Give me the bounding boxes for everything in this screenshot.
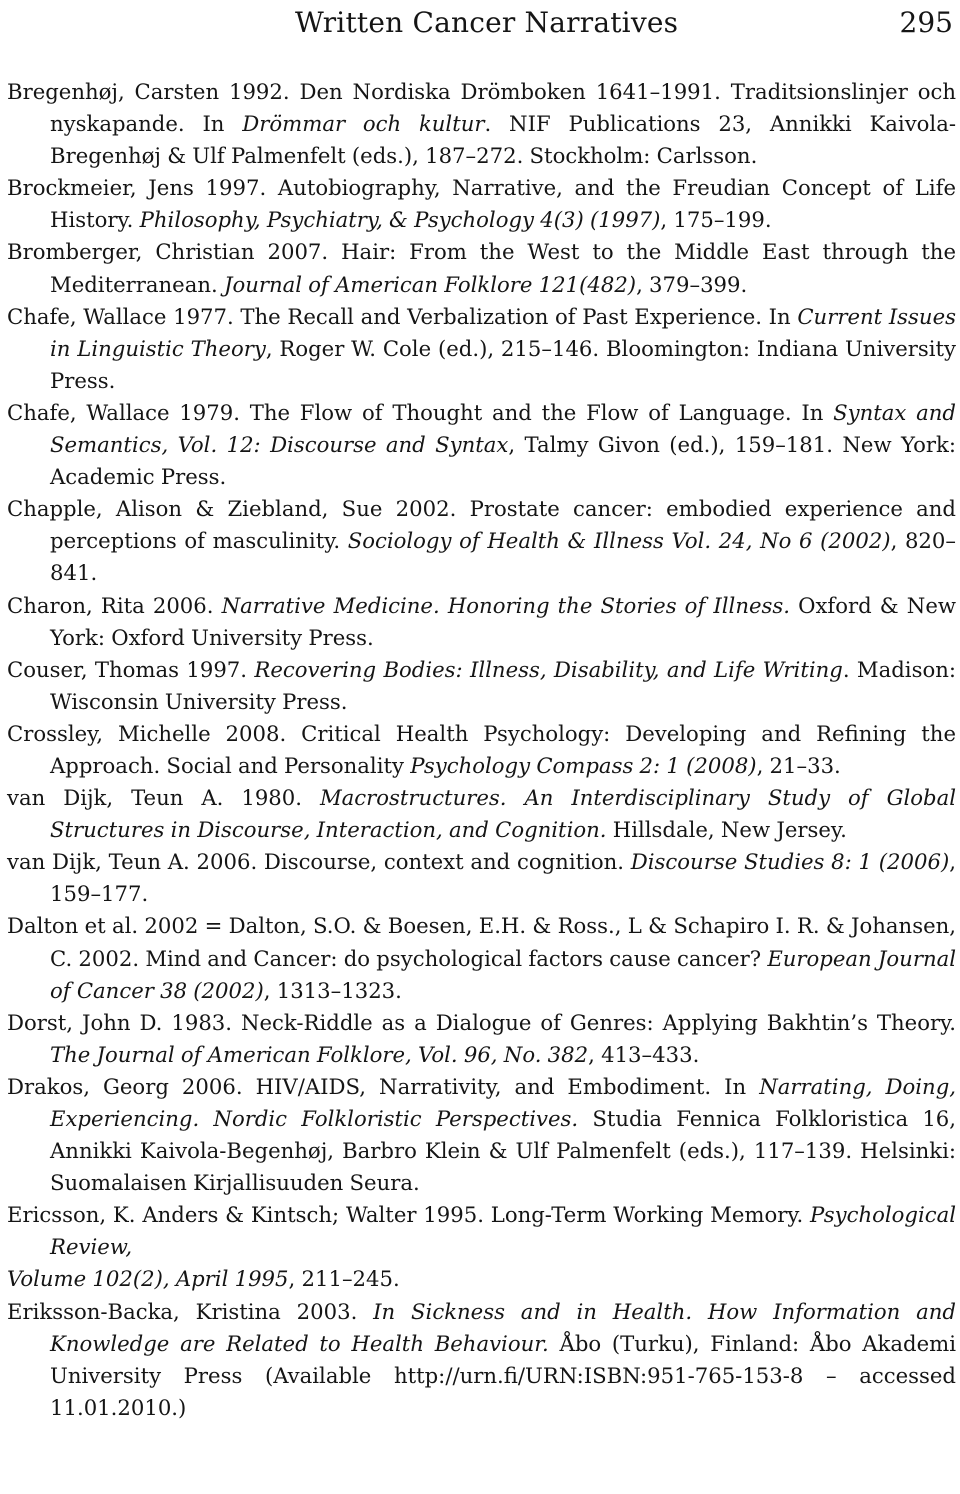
reference-text-segment: van Dijk, Teun A. 1980. bbox=[7, 785, 320, 811]
reference-italic-segment: Narrating, Doing, Experiencing. Nordic Folkloristic Perspectives. bbox=[50, 1073, 956, 1131]
reference-text-segment: , 21–33. bbox=[756, 752, 841, 778]
reference-text-segment: Eriksson-Backa, Kristina 2003. bbox=[7, 1298, 374, 1324]
reference-entry bbox=[7, 782, 956, 846]
reference-italic-segment: Volume 102(2), April 1995 bbox=[7, 1266, 289, 1292]
reference-text-segment: Bregenhøj, Carsten 1992. Den Nordiska Drömboken 1641–1991. Traditsionslinjer och nyskapande. In bbox=[7, 79, 956, 137]
reference-text-segment: , 159–177. bbox=[50, 849, 956, 907]
reference-text-segment: Crossley, Michelle 2008. Critical Health Psychology: Developing and Refining the Approach. Social and Personality bbox=[7, 720, 956, 778]
reference-text-segment: Studia Fennica Folkloristica 16, Annikki Kaivola-Begenhøj, Barbro Klein & Ulf Palmenfelt (eds.), 117–139. Helsinki: Suomalaisen Kirjallisuuden Seura. bbox=[50, 1106, 957, 1196]
reference-italic-segment: The Journal of American Folklore, Vol. 96, No. 382 bbox=[50, 1041, 589, 1067]
page-number: 295 bbox=[899, 6, 953, 39]
reference-text-segment: Chapple, Alison & Ziebland, Sue 2002. Prostate cancer: embodied experience and perceptions of masculinity. bbox=[7, 496, 956, 554]
reference-entry bbox=[7, 590, 956, 654]
reference-entry bbox=[7, 846, 956, 910]
reference-text-segment: Oxford & New York: Oxford University Press. bbox=[50, 592, 956, 650]
reference-text-segment: van Dijk, Teun A. 2006. Discourse, context and cognition. bbox=[7, 849, 631, 875]
reference-entry bbox=[7, 1199, 956, 1263]
reference-text-segment: Dalton et al. 2002 = Dalton, S.O. & Boesen, E.H. & Ross., L & Schapiro I. R. & Johansen, C. 2002. Mind and Cancer: do psychological factors cause cancer? bbox=[7, 913, 956, 971]
reference-italic-segment: Drömmar och kultur bbox=[242, 111, 485, 137]
reference-entry bbox=[7, 172, 956, 236]
reference-text-segment: . NIF Publications 23, Annikki Kaivola-Bregenhøj & Ulf Palmenfelt (eds.), 187–272. Stockholm: Carlsson. bbox=[50, 111, 957, 169]
reference-italic-segment: In Sickness and in Health. How Information and Knowledge are Related to Health Behaviour. bbox=[50, 1298, 956, 1356]
reference-italic-segment: Journal of American Folklore 121(482) bbox=[223, 271, 637, 297]
reference-italic-segment: European Journal of Cancer 38 (2002) bbox=[50, 945, 957, 1003]
reference-italic-segment: Philosophy, Psychiatry, & Psychology 4(3) (1997) bbox=[139, 207, 661, 233]
running-title: Written Cancer Narratives bbox=[295, 6, 679, 39]
reference-italic-segment: Psychology Compass 2: 1 (2008) bbox=[410, 752, 757, 778]
reference-entry bbox=[7, 236, 956, 300]
reference-entry bbox=[7, 301, 956, 397]
reference-text-segment: , 211–245. bbox=[288, 1266, 400, 1292]
reference-entry bbox=[7, 1263, 956, 1295]
reference-italic-segment: Psychological Review, bbox=[50, 1202, 956, 1260]
reference-text-segment: Charon, Rita 2006. bbox=[7, 592, 222, 618]
reference-list bbox=[0, 76, 960, 1424]
reference-entry bbox=[7, 493, 956, 589]
reference-text-segment: , 820–841. bbox=[50, 528, 956, 586]
reference-entry bbox=[7, 718, 956, 782]
page-header bbox=[0, 3, 960, 43]
reference-text-segment: Couser, Thomas 1997. bbox=[7, 656, 255, 682]
reference-text-segment: Ericsson, K. Anders & Kintsch; Walter 1995. Long-Term Working Memory. bbox=[7, 1202, 811, 1228]
reference-italic-segment: Sociology of Health & Illness Vol. 24, No 6 (2002) bbox=[347, 528, 891, 554]
reference-text-segment: Brockmeier, Jens 1997. Autobiography, Narrative, and the Freudian Concept of Life History. bbox=[7, 175, 956, 233]
reference-text-segment: , Roger W. Cole (ed.), 215–146. Bloomington: Indiana University Press. bbox=[50, 335, 956, 393]
reference-italic-segment: Recovering Bodies: Illness, Disability, and Life Writing bbox=[254, 656, 843, 682]
reference-text-segment: Drakos, Georg 2006. HIV/AIDS, Narrativity, and Embodiment. In bbox=[7, 1073, 760, 1099]
reference-text-segment: , 413–433. bbox=[588, 1041, 700, 1067]
reference-entry bbox=[7, 1071, 956, 1199]
reference-entry bbox=[7, 1007, 956, 1071]
reference-text-segment: Chafe, Wallace 1977. The Recall and Verbalization of Past Experience. In bbox=[7, 303, 798, 329]
reference-text-segment: Hillsdale, New Jersey. bbox=[606, 817, 847, 843]
reference-entry bbox=[7, 910, 956, 1006]
reference-text-segment: , 1313–1323. bbox=[263, 977, 402, 1003]
reference-entry bbox=[7, 654, 956, 718]
reference-text-segment: Åbo (Turku), Finland: Åbo Akademi University Press (Available http://urn.fi/URN:ISBN:951-765-153-8 – accessed 11.01.2010.) bbox=[50, 1330, 956, 1420]
reference-entry bbox=[7, 397, 956, 493]
reference-italic-segment: Narrative Medicine. Honoring the Stories of Illness. bbox=[221, 592, 790, 618]
reference-text-segment: Chafe, Wallace 1979. The Flow of Thought and the Flow of Language. In bbox=[7, 399, 834, 425]
reference-text-segment: Bromberger, Christian 2007. Hair: From the West to the Middle East through the Mediterranean. bbox=[7, 239, 956, 297]
reference-text-segment: . Madison: Wisconsin University Press. bbox=[50, 656, 956, 714]
reference-italic-segment: Syntax and Semantics, Vol. 12: Discourse and Syntax bbox=[50, 399, 956, 458]
reference-text-segment: , 175–199. bbox=[660, 207, 772, 233]
reference-text-segment: , Talmy Givon (ed.), 159–181. New York: Academic Press. bbox=[50, 432, 956, 490]
reference-entry bbox=[7, 76, 956, 172]
reference-text-segment: Dorst, John D. 1983. Neck-Riddle as a Dialogue of Genres: Applying Bakhtin’s Theory. bbox=[7, 1009, 956, 1035]
reference-text-segment: , 379–399. bbox=[636, 271, 748, 297]
reference-italic-segment: Macrostructures. An Interdisciplinary Study of Global Structures in Discourse, Interaction, and Cognition. bbox=[50, 785, 956, 843]
reference-entry bbox=[7, 1296, 956, 1424]
reference-italic-segment: Current Issues in Linguistic Theory bbox=[50, 303, 956, 361]
reference-italic-segment: Discourse Studies 8: 1 (2006) bbox=[630, 849, 950, 875]
